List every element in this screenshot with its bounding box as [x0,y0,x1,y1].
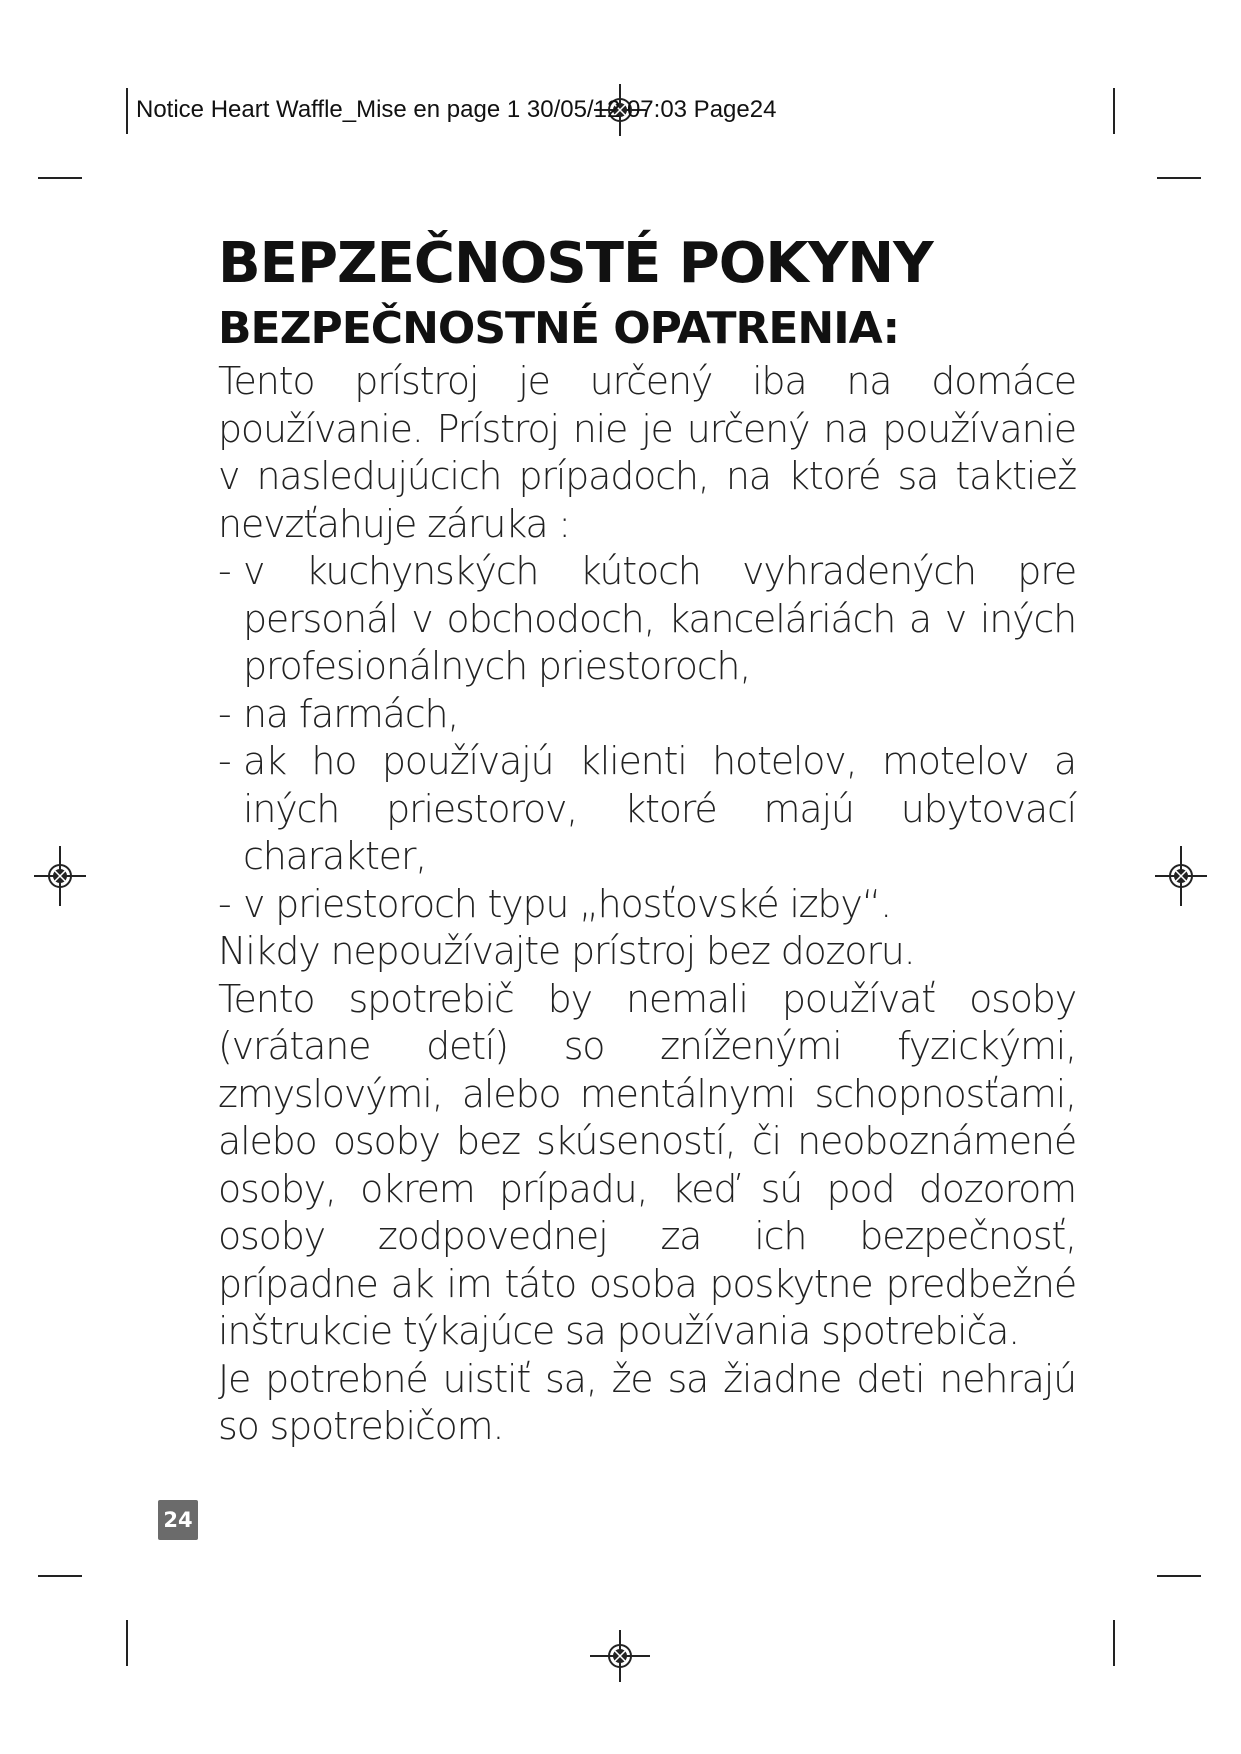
crop-mark-bottom-right-vertical [1113,1620,1115,1666]
list-item: - v kuchynských kútoch vyhradených pre personál v obchodoch, kanceláriách a v iných profesionálnych priestoroch, [218,549,1076,688]
registration-mark-bottom-icon [590,1626,650,1686]
crop-mark-top-left-horizontal [38,177,82,179]
page-title: BEPZEČNOSTÉ POKYNY [218,231,933,296]
list-item: - ak ho používajú klienti hotelov, motelov a iných priestorov, ktoré majú ubytovací charakter, [218,739,1076,878]
crop-mark-top-left-vertical [126,88,128,134]
exclusion-list [218,548,1076,928]
persons-paragraph: Tento spotrebič by nemali používať osoby (vrátane detí) so zníženými fyzickými, zmyslovými, alebo mentálnymi schopnosťami, alebo osoby bez skúseností, či neoboznámené osoby, okrem prípadu, keď sú pod dozorom osoby zodpovednej za ich bezpečnosť, prípadne ak im táto osoba poskytne predbežné inštrukcie týkajúce sa používania spotrebiča. [218,976,1076,1353]
crop-mark-bottom-right-horizontal [1157,1575,1201,1577]
registration-mark-left-icon [30,846,90,906]
section-heading: BEZPEČNOSTNÉ OPATRENIA: [218,303,900,354]
registration-mark-right-icon [1151,846,1211,906]
crop-mark-top-right-horizontal [1157,177,1201,179]
list-item: - na farmách, [218,691,459,736]
list-item: - v priestoroch typu „hosťovské izby“. [218,881,891,926]
intro-paragraph: Tento prístroj je určený iba na domáce používanie. Prístroj nie je určený na používanie v nasledujúcich prípadoch, na ktoré sa taktiež nevzťahuje záruka : [218,359,1076,546]
supervision-paragraph: Nikdy nepoužívajte prístroj bez dozoru. [218,929,915,973]
children-paragraph: Je potrebné uistiť sa, že sa žiadne deti nehrajú so spotrebičom. [218,1356,1076,1448]
crop-mark-top-right-vertical [1113,88,1115,134]
main-content [218,228,1076,1451]
crop-mark-bottom-left-vertical [126,1620,128,1666]
crop-mark-bottom-left-horizontal [38,1575,82,1577]
print-slug: Notice Heart Waffle_Mise en page 1 30/05/12 07:03 Page24 [136,96,777,123]
page-number: 24 [158,1500,198,1540]
body-text [218,358,1076,1451]
